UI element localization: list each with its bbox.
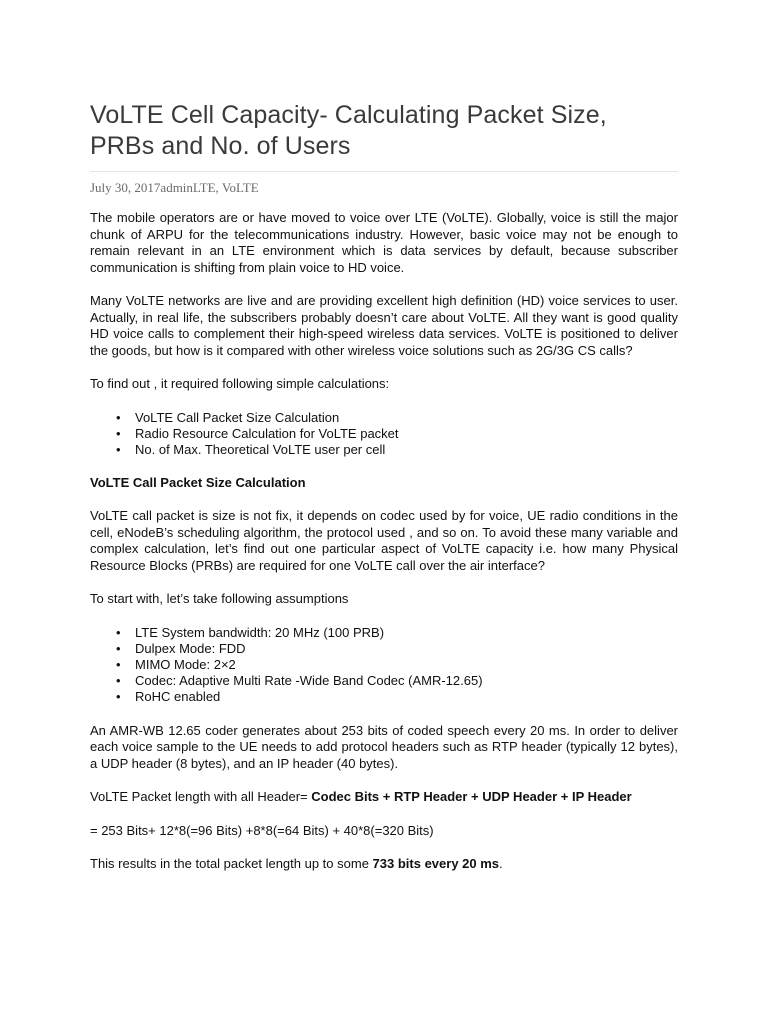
result-value: 733 bits every 20 ms [372,856,500,872]
bullet-icon: • [116,441,121,457]
post-date[interactable]: July 30, 2017 [90,180,161,195]
amr-paragraph: An AMR-WB 12.65 coder generates about 253 bits of coded speech every 20 ms. In order to deliver each voice sample to the UE needs to add protocol headers such as RTP header (typically 12 bytes), a UDP header (8 bytes), and an IP header (40 bytes). [90,722,678,771]
list-item: • VoLTE Call Packet Size Calculation [116,409,340,425]
bullet-icon: • [116,640,121,656]
bullet-icon: • [116,689,121,705]
assumptions-list [90,625,678,706]
bullet-icon: • [116,425,121,441]
list-item: • Dulpex Mode: FDD [116,640,246,656]
title-divider [90,171,678,172]
assumptions-intro: To start with, let’s take following assumptions [90,591,349,607]
list-item: • No. of Max. Theoretical VoLTE user per cell [116,441,386,457]
intro-paragraph-1: The mobile operators are or have moved to voice over LTE (VoLTE). Globally, voice is still the major chunk of ARPU for the telecommunications industry. However, basic voice may not be enough to remain relevant in an LTE environment which is data services by default, because subscriber communication is shifting from plain voice to HD voice. [90,210,678,275]
post-meta [90,180,678,196]
section-heading: VoLTE Call Packet Size Calculation [90,475,306,491]
bullet-icon: • [116,624,121,640]
list-item: • RoHC enabled [116,689,221,705]
post-categories[interactable]: LTE, VoLTE [192,180,259,195]
list-item: • LTE System bandwidth: 20 MHz (100 PRB) [116,624,385,640]
article-title: VoLTE Cell Capacity- Calculating Packet Size, PRBs and No. of Users [90,101,607,160]
list-item: • Radio Resource Calculation for VoLTE packet [116,425,399,441]
intro-paragraph-2: Many VoLTE networks are live and are providing excellent high definition (HD) voice services to user. Actually, in real life, the subscribers probably doesn’t care about VoLTE. All they want is good quality HD voice calls to complement their high-speed wireless data services. VoLTE is positioned to deliver the goods, but how is it compared with other wireless voice solutions such as 2G/3G CS calls? [90,293,678,358]
result-line: This results in the total packet length up to some 733 bits every 20 ms. [90,856,503,872]
bullet-icon: • [116,409,121,425]
list-item: • MIMO Mode: 2×2 [116,657,236,673]
calculation-line: = 253 Bits+ 12*8(=96 Bits) +8*8(=64 Bits) + 40*8(=320 Bits) [90,822,434,838]
list-item: • Codec: Adaptive Multi Rate -Wide Band Codec (AMR-12.65) [116,673,483,689]
calculations-list [90,410,678,459]
bullet-icon: • [116,657,121,673]
find-out-paragraph: To find out , it required following simple calculations: [90,376,390,391]
packet-length-line: VoLTE Packet length with all Header= Codec Bits + RTP Header + UDP Header + IP Header [90,789,632,805]
bullet-icon: • [116,673,121,689]
packet-length-formula: Codec Bits + RTP Header + UDP Header + IP Header [311,789,632,805]
section-paragraph: VoLTE call packet is size is not fix, it depends on codec used by for voice, UE radio conditions in the cell, eNodeB’s scheduling algorithm, the protocol used , and so on. To avoid these many variable and complex calculation, let’s find out one particular aspect of VoLTE capacity i.e. how many Physical Resource Blocks (PRBs) are required for one VoLTE call over the air interface? [90,508,678,573]
post-author[interactable]: admin [160,180,193,195]
article [90,0,678,873]
